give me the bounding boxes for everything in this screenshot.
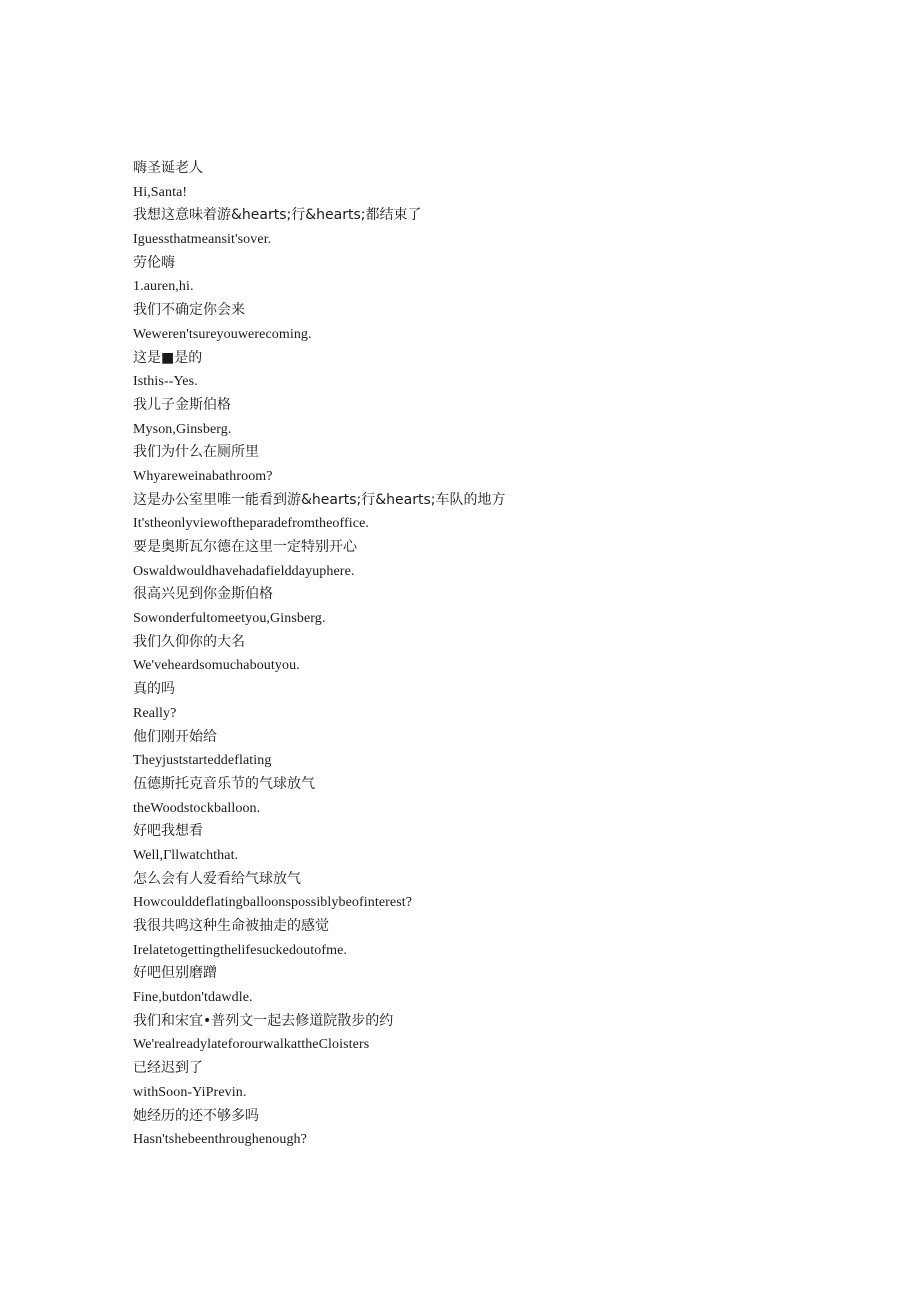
subtitle-line-en: Oswaldwouldhavehadafielddayuphere.	[133, 563, 355, 579]
subtitle-line-zh: 我们和宋宜•普列文一起去修道院散步的约	[133, 1012, 394, 1029]
subtitle-line-zh: 这是办公室里唯一能看到游&hearts;行&hearts;车队的地方	[133, 491, 506, 508]
subtitle-line-zh: 我们久仰你的大名	[133, 633, 245, 650]
subtitle-line-zh: 我们为什么在厕所里	[133, 444, 259, 461]
subtitle-text-block	[133, 157, 773, 1152]
subtitle-line-en: Fine,butdon'tdawdle.	[133, 990, 253, 1006]
subtitle-line-en: Iguessthatmeansit'sover.	[133, 232, 272, 248]
subtitle-line-zh: 我想这意味着游&hearts;行&hearts;都结束了	[133, 207, 422, 224]
subtitle-line-zh: 真的吗	[133, 681, 175, 698]
subtitle-line-zh: 我很共鸣这种生命被抽走的感觉	[133, 918, 329, 934]
subtitle-line-en: Howcoulddeflatingballoonspossiblybeofinterest?	[133, 895, 413, 911]
subtitle-line-zh: 他们刚开始给	[133, 728, 217, 745]
subtitle-line-en: Whyareweinabathroom?	[133, 468, 273, 484]
subtitle-line-en: Sowonderfultomeetyou,Ginsberg.	[133, 611, 326, 627]
subtitle-line-en: Well,Γllwatchthat.	[133, 847, 239, 863]
subtitle-line-en: Myson,Ginsberg.	[133, 421, 232, 437]
subtitle-line-en: withSoon-YiPrevin.	[133, 1084, 247, 1100]
subtitle-line-zh: 伍德斯托克音乐节的气球放气	[133, 775, 315, 792]
subtitle-line-en: We'realreadylateforourwalkattheCloisters	[133, 1037, 370, 1053]
subtitle-line-zh: 这是■是的	[133, 349, 203, 366]
subtitle-line-zh: 她经历的还不够多吗	[133, 1107, 259, 1124]
subtitle-line-zh: 要是奥斯瓦尔德在这里一定特别开心	[133, 539, 357, 555]
subtitle-line-zh: 已经迟到了	[133, 1060, 203, 1077]
subtitle-line-en: We'veheardsomuchaboutyou.	[133, 658, 300, 674]
subtitle-line-en: Isthis--Yes.	[133, 374, 198, 390]
subtitle-line-zh: 劳伦嗨	[133, 254, 175, 271]
subtitle-line-zh: 嗨圣诞老人	[133, 160, 203, 176]
subtitle-line-en: Irelatetogettingthelifesuckedoutofme.	[133, 942, 348, 958]
subtitle-line-en: Hasn'tshebeenthroughenough?	[133, 1132, 307, 1148]
subtitle-line-en: 1.auren,hi.	[133, 279, 194, 295]
subtitle-line-zh: 怎么会有人爱看给气球放气	[133, 870, 301, 887]
subtitle-line-en: Hi,Santa!	[133, 184, 188, 200]
subtitle-line-en: theWoodstockballoon.	[133, 800, 261, 816]
subtitle-line-en: Theyjuststarteddeflating	[133, 753, 272, 769]
subtitle-line-zh: 好吧我想看	[133, 823, 203, 840]
subtitle-line-zh: 我儿子金斯伯格	[133, 396, 231, 413]
subtitle-line-en: It'stheonlyviewoftheparadefromtheoffice.	[133, 516, 370, 532]
subtitle-line-en: Weweren'tsureyouwerecoming.	[133, 326, 312, 342]
subtitle-line-en: Really?	[133, 705, 177, 721]
subtitle-line-zh: 很高兴见到你金斯伯格	[133, 586, 273, 603]
subtitle-line-zh: 好吧但别磨蹭	[133, 965, 217, 982]
subtitle-line-zh: 我们不确定你会来	[133, 302, 245, 319]
